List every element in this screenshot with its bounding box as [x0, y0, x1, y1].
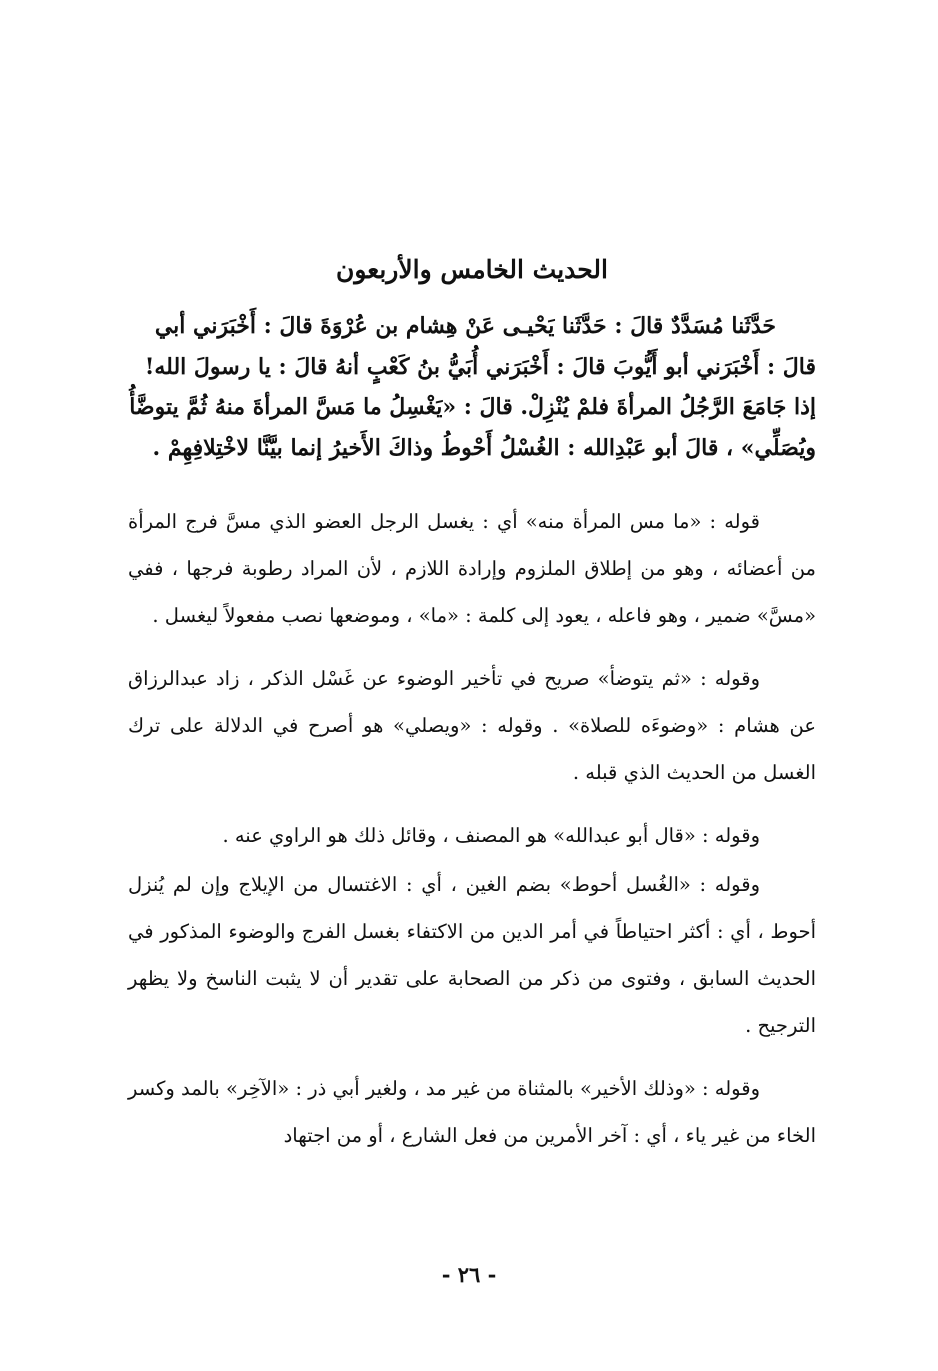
hadith-line: ويُصَلِّي» ، قالَ أبو عَبْدِالله : الغُسْلُ أَحْوطُ وذاكَ الأَخيرُ إنما بيَّنَّا لاخْتِلافِهِمْ .	[152, 434, 816, 461]
hadith-line: قالَ : أَخْبَرَني أبو أَيُّوبَ قالَ : أَخْبَرَني أُبَيُّ بنُ كَعْبٍ أنهُ قالَ : يا رسولَ الله!	[144, 353, 816, 380]
commentary-paragraph: وقوله : «وذلك الأخير» بالمثناة من غير مد ، ولغير أبي ذر : «الآخِر» بالمد وكسر الخاء من غير ياء ، أي : آخر الأمرين من فعل الشارع ، أو من اجتهاد	[127, 1077, 816, 1147]
hadith-title: الحديث الخامس والأربعون	[336, 255, 608, 284]
hadith-text	[128, 306, 816, 468]
hadith-line: إذا جَامَعَ الرَّجُلُ المرأةَ فلمْ يُنْزِلْ. قالَ : «يَغْسِلُ ما مَسَّ المرأةَ منهُ ثُمَّ يتوضَّأُ	[129, 394, 816, 420]
commentary-paragraph: وقوله : «الغُسل أحوط» بضم الغين ، أي : الاغتسال من الإيلاج وإن لم يُنزل أحوط ، أي : أكثر احتياطاً في أمر الدين من الاكتفاء بغسل الفرج والوضوء المذكور في الحديث السابق ، وفتوى من ذكر من الصحابة على تقدير أن لا يثبت الناسخ ولا يظهر الترجيح .	[128, 873, 816, 1037]
commentary-paragraph: قوله : «ما مس المرأة منه» أي : يغسل الرجل العضو الذي مسَّ فرج المرأة من أعضائه ، وهو من إطلاق الملزوم وإرادة اللازم ، لأن المراد رطوبة فرجها ، ففي «مسَّ» ضمير ، وهو فاعله ، يعود إلى كلمة : «ما» ، وموضعها نصب مفعولاً ليغسل .	[128, 510, 816, 627]
page	[128, 250, 816, 1280]
commentary-paragraph: وقوله : «قال أبو عبدالله» هو المصنف ، وقائل ذلك هو الراوي عنه .	[222, 824, 760, 847]
commentary	[128, 498, 816, 1159]
hadith-line: حَدَّثَنا مُسَدَّدٌ قالَ : حَدَّثَنا يَحْيـى عَنْ هِشام بن عُرْوَةَ قالَ : أَخْبَرَني أبي	[154, 313, 776, 339]
page-number: - ٢٦ -	[441, 1262, 497, 1287]
commentary-paragraph: وقوله : «ثم يتوضأ» صريح في تأخير الوضوء عن غَسْل الذكر ، زاد عبدالرزاق عن هشام : «وضوءَه للصلاة» . وقوله : «ويصلي» هو أصرح في الدلالة على ترك الغسل من الحديث الذي قبله .	[128, 667, 816, 784]
